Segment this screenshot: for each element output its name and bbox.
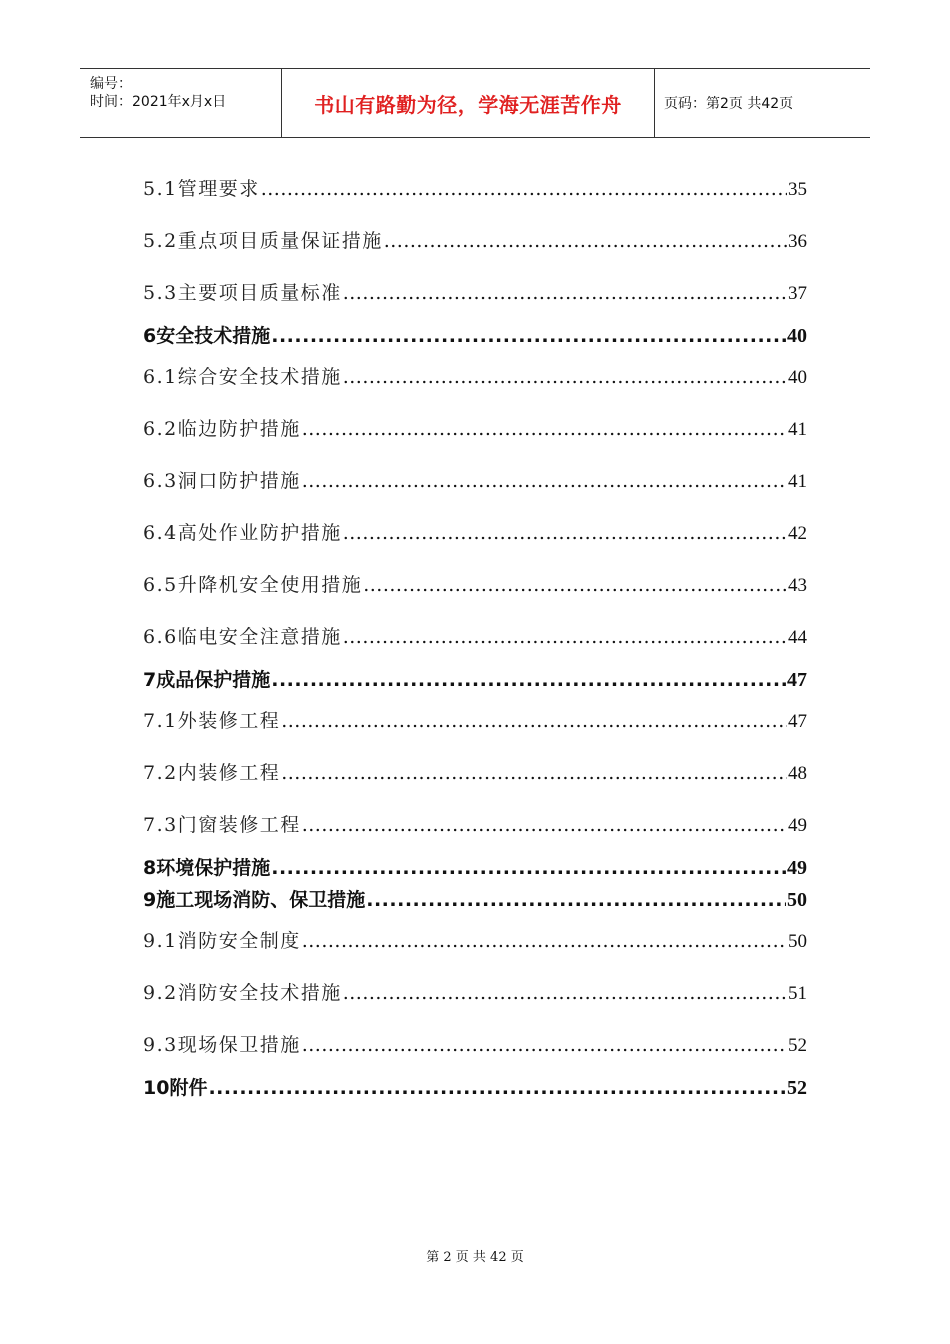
toc-entry-title: 8环境保护措施 bbox=[143, 857, 271, 879]
toc-entry-title: 6.1综合安全技术措施 bbox=[143, 366, 342, 388]
toc-entry-page: 40 bbox=[787, 325, 807, 347]
toc-entry[interactable] bbox=[143, 414, 807, 441]
toc-entry-title: 7.1外装修工程 bbox=[143, 710, 281, 732]
toc-entry-title: 6.3洞口防护措施 bbox=[143, 470, 301, 492]
toc-leader-dots bbox=[302, 814, 787, 836]
toc-entry-page: 47 bbox=[788, 711, 807, 732]
toc-leader-dots bbox=[343, 282, 787, 304]
toc-entry-page: 42 bbox=[788, 523, 807, 544]
toc-entry[interactable] bbox=[143, 1073, 807, 1100]
toc-leader-dots bbox=[302, 470, 787, 492]
toc-entry[interactable] bbox=[143, 518, 807, 545]
toc-entry-title: 9.2消防安全技术措施 bbox=[143, 982, 342, 1004]
toc-entry-page: 47 bbox=[787, 669, 807, 691]
toc-entry-page: 52 bbox=[787, 1077, 807, 1099]
header-page-cell bbox=[656, 69, 870, 137]
toc-entry-title: 5.1管理要求 bbox=[143, 178, 260, 200]
toc-entry-page: 51 bbox=[788, 983, 807, 1004]
toc-leader-dots bbox=[208, 1077, 786, 1099]
toc-entry-title: 6安全技术措施 bbox=[143, 325, 271, 347]
toc-entry-page: 50 bbox=[787, 889, 807, 911]
toc-entry[interactable] bbox=[143, 570, 807, 597]
toc-entry-page: 37 bbox=[788, 283, 807, 304]
toc-leader-dots bbox=[384, 230, 787, 252]
toc-entry[interactable] bbox=[143, 665, 807, 692]
toc-entry-title: 6.2临边防护措施 bbox=[143, 418, 301, 440]
toc-entry-page: 41 bbox=[788, 419, 807, 440]
toc-leader-dots bbox=[343, 522, 787, 544]
header-page-info: 页码：第2页 共42页 bbox=[664, 96, 794, 112]
toc-entry[interactable] bbox=[143, 466, 807, 493]
toc-entry[interactable] bbox=[143, 885, 807, 912]
toc-entry-page: 50 bbox=[788, 931, 807, 952]
toc-leader-dots bbox=[271, 857, 786, 879]
toc-entry-title: 6.4高处作业防护措施 bbox=[143, 522, 342, 544]
header-meta-cell bbox=[80, 69, 282, 137]
toc-leader-dots bbox=[271, 325, 786, 347]
toc-entry-page: 40 bbox=[788, 367, 807, 388]
toc-entry-page: 52 bbox=[788, 1035, 807, 1056]
toc-entry[interactable] bbox=[143, 362, 807, 389]
document-header bbox=[80, 68, 870, 138]
toc-leader-dots bbox=[302, 930, 787, 952]
toc-leader-dots bbox=[261, 178, 787, 200]
toc-entry-title: 9.1消防安全制度 bbox=[143, 930, 301, 952]
toc-entry-title: 9.3现场保卫措施 bbox=[143, 1034, 301, 1056]
toc-entry[interactable] bbox=[143, 622, 807, 649]
toc-leader-dots bbox=[271, 669, 786, 691]
toc-entry-page: 48 bbox=[788, 763, 807, 784]
toc-entry-page: 35 bbox=[788, 179, 807, 200]
toc-leader-dots bbox=[302, 418, 787, 440]
toc-entry[interactable] bbox=[143, 226, 807, 253]
toc-entry[interactable] bbox=[143, 810, 807, 837]
toc-leader-dots bbox=[343, 366, 787, 388]
toc-entry[interactable] bbox=[143, 321, 807, 348]
toc-entry-title: 9施工现场消防、保卫措施 bbox=[143, 889, 366, 911]
document-number-label: 编号： bbox=[90, 76, 132, 92]
toc-entry-title: 10附件 bbox=[143, 1077, 208, 1099]
toc-entry-page: 49 bbox=[788, 815, 807, 836]
toc-entry-page: 36 bbox=[788, 231, 807, 252]
toc-entry-page: 44 bbox=[788, 627, 807, 648]
toc-entry[interactable] bbox=[143, 853, 807, 880]
toc-entry[interactable] bbox=[143, 758, 807, 785]
page-footer: 第 2 页 共 42 页 bbox=[426, 1250, 524, 1265]
header-motto-cell bbox=[282, 69, 655, 137]
toc-entry-title: 7成品保护措施 bbox=[143, 669, 271, 691]
toc-entry[interactable] bbox=[143, 1030, 807, 1057]
toc-leader-dots bbox=[281, 762, 787, 784]
toc-entry[interactable] bbox=[143, 978, 807, 1005]
document-time-label: 时间：2021年x月x日 bbox=[90, 94, 227, 110]
toc-entry-title: 6.6临电安全注意措施 bbox=[143, 626, 342, 648]
toc-entry-title: 5.3主要项目质量标准 bbox=[143, 282, 342, 304]
toc-entry[interactable] bbox=[143, 174, 807, 201]
toc-entry-title: 6.5升降机安全使用措施 bbox=[143, 574, 363, 596]
toc-entry-title: 7.3门窗装修工程 bbox=[143, 814, 301, 836]
toc-leader-dots bbox=[343, 626, 787, 648]
toc-leader-dots bbox=[343, 982, 787, 1004]
toc-leader-dots bbox=[302, 1034, 787, 1056]
toc-entry-page: 41 bbox=[788, 471, 807, 492]
toc-leader-dots bbox=[281, 710, 787, 732]
toc-entry[interactable] bbox=[143, 926, 807, 953]
toc-entry-title: 5.2重点项目质量保证措施 bbox=[143, 230, 383, 252]
toc-entry-title: 7.2内装修工程 bbox=[143, 762, 281, 784]
toc-leader-dots bbox=[366, 889, 786, 911]
toc-entry[interactable] bbox=[143, 278, 807, 305]
toc-entry-page: 49 bbox=[787, 857, 807, 879]
toc-entry[interactable] bbox=[143, 706, 807, 733]
toc-leader-dots bbox=[363, 574, 787, 596]
toc-entry-page: 43 bbox=[788, 575, 807, 596]
header-motto: 书山有路勤为径，学海无涯苦作舟 bbox=[314, 92, 622, 117]
